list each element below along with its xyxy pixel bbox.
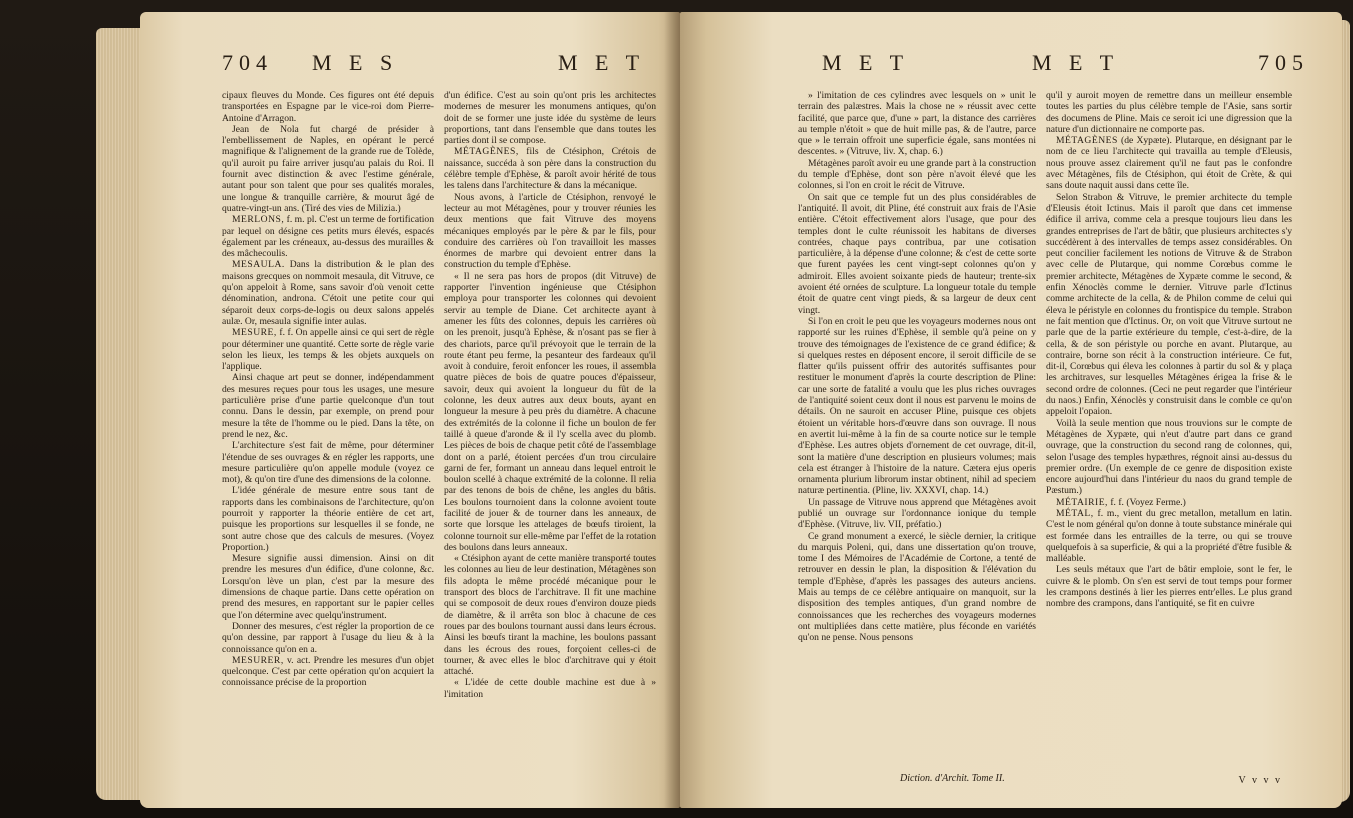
dictionary-entry <box>1046 497 1292 508</box>
paragraph: Donner des mesures, c'est régler la proportion de ce qu'on dessine, par rapport à l'usage du lieu & à la connoissance qu'on en a. <box>222 620 434 655</box>
entry-headword: MÉTAIRIE, <box>1056 496 1108 508</box>
signature-mark: V v v v <box>1238 775 1282 786</box>
paragraph: Métagènes paroît avoir eu une grande part à la construction du temple d'Ephèse, dont son père n'avoit élevé que les colonnes, si l'on en croit le récit de Vitruve. <box>798 157 1036 192</box>
running-head-left-word: M E T <box>822 50 910 75</box>
dictionary-entry <box>444 146 656 191</box>
left-page-edges <box>96 28 144 800</box>
entry-body: f. f. On appelle ainsi ce qui sert de règle pour déterminer une quantité. Cette sorte de règle varie selon les lieux, les temps & les objets auxquels on l'applique. <box>222 327 434 373</box>
paragraph: Les seuls métaux que l'art de bâtir emploie, sont le fer, le cuivre & le plomb. On s'en est servi de tout temps pour former les crampons destinés à lier les pierres entr'elles. Le plus grand nombre des crampons, dans l'antiquité, se fit en cuivre <box>1046 564 1292 610</box>
entry-body: (de Xypæte). Plutarque, en désignant par le nom de ce lieu l'architecte qui travailla au temple d'Eleusis, nous prouve assez clairement qu'il ne faut pas le confondre avec Métagènes, fils de Ctésiphon, qui étoit de Crète, & qui sans doute naquit aussi dans cette île. <box>1046 135 1292 192</box>
page-number-left: 704 <box>222 50 273 75</box>
dictionary-entry <box>222 327 434 372</box>
entry-body: Dans la distribution & le plan des maisons grecques on nommoit mesaula, dit Vitruve, ce qu'on appeloit à Rome, sans savoir d'où venoit cette dénomination, androna. C'étoit une petite cour qui séparoit deux corps-de-logis ou deux salons appelés aulæ. Or, mesaula signifie inter aulas. <box>222 259 434 327</box>
paragraph: Ce grand monument a exercé, le siècle dernier, la critique du marquis Poleni, qui, dans une dissertation qu'on trouve, tome I des Mémoires de l'Académie de Cortone, a tenté de retrouver en dessin le plan, la disposition & l'élévation du temple d'Ephèse, d'après les passages des auteurs anciens. Mais au temps de ce célèbre antiquaire on manquoit, sur la disposition des temples antiques, d'un grand nombre de connoissances que les recherches des voyageurs modernes ont multipliées dans cette matière, plus féconde en variétés qu'on ne pense. Nous pensons <box>798 530 1036 644</box>
right-running-head <box>680 50 1342 84</box>
paragraph: Voilà la seule mention que nous trouvions sur le compte de Métagènes de Xypæte, qui n'eut d'autre part dans ce grand ouvrage, que la construction du second rang de colonnes, qui, selon l'usage des temples hypæthres, régnoit ainsi au-dessus du premier ordre. (Un exemple de ce genre de disposition existe encore aujourd'hui dans l'intérieur du naos du grand temple de Pæstum.) <box>1046 417 1292 497</box>
entry-headword: MÉTAGÈNES, <box>454 146 519 158</box>
entry-body: f. m. pl. C'est un terme de fortification par lequel on désigne ces petits murs élevés, espacés également par les créneaux, au-dessus des murailles & des mâchecoulis. <box>222 214 434 260</box>
paragraph: Jean de Nola fut chargé de présider à l'embellissement de Naples, en opérant le percé magnifique & l'alignement de la grande rue de Tolède, qu'il auroit pu faire arriver jusqu'au palais du Roi. Il fournit avec distinction & avec l'estime générale, autant pour son talent que pour ses qualités morales, une longue & tranquille carrière, & mourut âgé de quatre-vingt-un ans. (Tiré des vies de Milizia.) <box>222 123 434 214</box>
entry-headword: MÉTAGÈNES <box>1056 135 1118 147</box>
paragraph: cipaux fleuves du Monde. Ces figures ont été depuis transportées en Espagne par le vice-roi dom Pierre-Antoine d'Arragon. <box>222 90 434 124</box>
running-head-left-word: M E S <box>312 50 399 75</box>
right-page <box>680 12 1342 808</box>
quoted-paragraph: « L'idée de cette double machine est due à » l'imitation <box>444 677 656 700</box>
quoted-paragraph: « Ctésiphon ayant de cette manière transporté toutes les colonnes au lieu de leur destination, Métagènes son fils adopta le même procédé mécanique pour le transport des blocs de l'architrave. Il fit une machine qui se composoit de deux roues d'environ douze pieds de diamètre, & il arrêta son bloc à chacune de ces roues par des boulons tournant aussi dans leurs écrous. Ainsi les bœufs tirant la machine, les boulons passant dans les écrous des roues, forçoient celles-ci de tourner, & avec elles le bloc d'architrave qui y étoit attaché. <box>444 553 656 678</box>
paragraph: Ainsi chaque art peut se donner, indépendamment des mesures reçues pour tous les usages, une mesure particulière prise d'une partie quelconque d'un tout connu. Dans le dessin, par exemple, on prend pour mesure la tête de l'homme ou le pied. Dans la tête, on prend le nez, &c. <box>222 372 434 440</box>
running-head-right-word: M E T <box>558 50 646 75</box>
paragraph: L'architecture s'est fait de même, pour déterminer l'étendue de ses ouvrages & en régler les rapports, une mesure particulière qu'on appelle module (voyez ce mot), & qu'on tire d'une des dimensions de la colonne. <box>222 440 434 486</box>
paragraph: On sait que ce temple fut un des plus considérables de l'antiquité. Il avoit, dit Pline, été construit aux frais de l'Asie entière. C'étoit effectivement alors l'usage, que pour des temples dont le culte réunissoit les habitans de diverses contrées, chaque pays contribua, par une cotisation particulière, à la dépense d'une colonne; & c'est de cette sorte que furent payées les cent vingt-sept colonnes qu'on y admiroit. Elles avoient soixante pieds de hauteur; trente-six avoient été ornées de sculpture. La longueur totale du temple étoit de quatre cent vingt pieds, & sa largeur de deux cent vingt. <box>798 191 1036 316</box>
paragraph: Nous avons, à l'article de Ctésiphon, renvoyé le lecteur au mot Métagènes, pour y trouver réunies les deux mentions que fait Vitruve des moyens mécaniques employés par le père & par le fils, pour conduire des carrières où l'on travailloit les masses énormes de marbre qui devoient entrer dans la construction du temple d'Ephèse. <box>444 191 656 271</box>
dictionary-entry <box>222 655 434 689</box>
left-column-1 <box>222 90 434 796</box>
left-column-2 <box>444 90 656 796</box>
entry-headword: MESURE, <box>232 327 277 339</box>
running-head-right-word: M E T <box>1032 50 1120 75</box>
entry-body: f. m., vient du grec metallon, metallum en latin. C'est le nom général qu'on donne à toute substance minérale qui est formée dans les entrailles de la terre, ou qui se trouve quelquefois à sa superficie, & qui a la propriété d'être fusible & malléable. <box>1046 507 1292 565</box>
left-page <box>140 12 680 808</box>
entry-headword: MESURER, <box>232 654 284 666</box>
paragraph: L'idée générale de mesure entre sous tant de rapports dans les combinaisons de l'architecture, qu'on pourroit y rapporter la théorie entière de cet art, puisque les proportions sur lesquelles il se fonde, ne sont autre chose que des calculs de mesures. (Voyez Proportion.) <box>222 485 434 553</box>
paragraph: Si l'on en croit le peu que les voyageurs modernes nous ont rapporté sur les ruines d'Ephèse, il semble qu'à peine on y trouve des témoignages de l'existence de ce grand édifice; & si quelques restes en déposent encore, il seroit difficile de se flatter qu'ils puissent offrir des autorités suffisantes pour restituer le monument d'après la courte description de Pline: car une sorte de fatalité a voulu que les plus riches ouvrages de l'antiquité soient ceux dont il nous est parvenu le moins de détails. On ne sauroit en accuser Pline, puisque ces objets étoient un véritable hors-d'œuvre dans son ouvrage. Il nous en avertit lui-même à la fin de sa courte notice sur le temple d'Ephèse. Les autres objets d'ornement de cet ouvrage, dit-il, sont la matière d'une description en plusieurs volumes; mais cela est étranger à l'histoire de la nature. Cætera ejus operis ornamenta plurium librorum instar obtinent, nihil ad speciem naturæ pertinentia. (Pline, liv. XXXVI, chap. 14.) <box>798 315 1036 497</box>
right-column-2 <box>1046 90 1292 768</box>
dictionary-entry <box>1046 508 1292 564</box>
entry-body: v. act. Prendre les mesures d'un objet quelconque. C'est par cette opération qu'on acquiert la connoissance précise de la proportion <box>222 654 434 689</box>
paragraph: Selon Strabon & Vitruve, le premier architecte du temple d'Eleusis étoit Ictinus. Mais il paroît que dans cet immense édifice il arriva, comme cela a presque toujours lieu dans les grandes entreprises de l'art de bâtir, que plusieurs architectes s'y succédèrent à des intervalles de temps assez considérables. On peut concilier facilement les notions de Vitruve & de Strabon avec celle de Plutarque, qui nomme Corœbus comme le premier architecte, Métagènes de Xypæte comme le second, & enfin Xénoclès comme le dernier. Vitruve parle d'Ictinus comme architecte de la cella, & de Philon comme de celui qui éleva le péristyle en colonnes du frontispice du temple. Strabon ne fait mention que d'Ictinus. Or, on voit que Vitruve surtout ne parle que de la partie extérieure du temple, c'est-à-dire, de la cella, & de son péristyle ou porche en avant. Plutarque, au contraire, borne son récit à la construction intérieure. Ce fut, dit-il, Corœbus qui éleva les colonnes à partir du sol & y plaça les architraves, sur lesquelles Métagènes érigea la frise & le second ordre de colonnes. (Ceci ne peut regarder que l'intérieur du naos.) Enfin, Xénoclès y construisit dans le comble ce qu'on appeloit l'opaion. <box>1046 191 1292 418</box>
entry-headword: MERLONS, <box>232 214 285 226</box>
page-number-right: 705 <box>1258 50 1309 75</box>
dictionary-entry <box>222 259 434 327</box>
entry-body: f. f. (Voyez Ferme.) <box>1107 496 1186 508</box>
quoted-paragraph: » l'imitation de ces cylindres avec lesquels on » unit le terrain des palæstres. Mais la chose ne » réussit avec cette facilité, que parce que, d'une » part, la distance des carrières au temple n'étoit » que de huit mille pas, & de l'autre, parce que » le terrain offroit une superficie égale, sans montées ni descentes. » (Vitruve, liv. X, chap. 6.) <box>798 90 1036 158</box>
entry-headword: MÉTAL, <box>1056 507 1094 519</box>
paragraph: qu'il y auroit moyen de remettre dans un meilleur ensemble toutes les parties du plus célèbre temple de l'Asie, sans sortir des documens de Pline. Mais ce seroit ici une digression que la nature d'un dictionnaire ne comporte pas. <box>1046 90 1292 135</box>
paragraph: d'un édifice. C'est au soin qu'ont pris les architectes modernes de mesurer les monumens antiques, qu'on doit de se former une juste idée du système de leurs proportions, tant dans l'ensemble que dans toutes les parties dont il se compose. <box>444 90 656 147</box>
volume-footer: Diction. d'Archit. Tome II. <box>900 773 1005 784</box>
dictionary-entry <box>1046 135 1292 191</box>
entry-headword: MESAULA. <box>232 259 285 271</box>
paragraph: Mesure signifie aussi dimension. Ainsi on dit prendre les mesures d'un édifice, d'une colonne, &c. Lorsqu'on lève un plan, c'est par la mesure des dimensions de chaque partie. Dans cette opération on prend des mesures, en rapportant sur le papier celles que l'on détermine avec quelqu'instrument. <box>222 553 434 621</box>
dictionary-entry <box>222 214 434 259</box>
paragraph: Un passage de Vitruve nous apprend que Métagènes avoit publié un ouvrage sur l'ordonnance ionique du temple d'Ephèse. (Vitruve, liv. VII, préfatio.) <box>798 496 1036 531</box>
quoted-paragraph: « Il ne sera pas hors de propos (dit Vitruve) de rapporter l'invention ingénieuse que Ctésiphon employa pour transporter les colonnes qui devoient servir au temple de Diane. Cet architecte ayant à amener les fûts des colonnes, depuis les carrières où on les prenoit, jusqu'à Ephèse, & n'osant pas se fier à des chariots, parce qu'il prévoyoit que le terrain de la route étant peu ferme, la pesanteur des fardeaux qu'il avoit à conduire, feroit enfoncer les roues, il assembla quatre pièces de bois de quatre pouces d'épaisseur, savoir, deux qui avoient la longueur du fût de la colonne, les deux autres aux deux bouts, ayant en longueur la mesure à peu près du diamètre. A chacune des extrémités de la colonne il fiche un boulon de fer taillé à queue d'aronde & il l'y scella avec du plomb. Les pièces de bois de chaque petit côté de l'assemblage dont on a parlé, étoient percées d'un trou circulaire garni de fer, formant un anneau dans lequel entroit le boulon scellé à chaque extrémité de la colonne. Il relia par des tenons de bois de chêne, les angles du bâtis. Les boulons tournoient dans la colonne avoient toute facilité de jouer & de tourner dans les anneaux, de sorte que lorsque les attelages de bœufs tiroient, la colonne tournoit sur elle-même par l'effet de la rotation des boulons dans leurs anneaux. <box>444 270 656 553</box>
entry-body: fils de Ctésiphon, Crétois de naissance, succéda à son père dans la construction du célèbre temple d'Ephèse, & paroît avoir hérité de tous les talens dans l'architecture & dans la mécanique. <box>444 146 656 192</box>
left-running-head <box>140 50 680 84</box>
right-column-1 <box>798 90 1036 768</box>
